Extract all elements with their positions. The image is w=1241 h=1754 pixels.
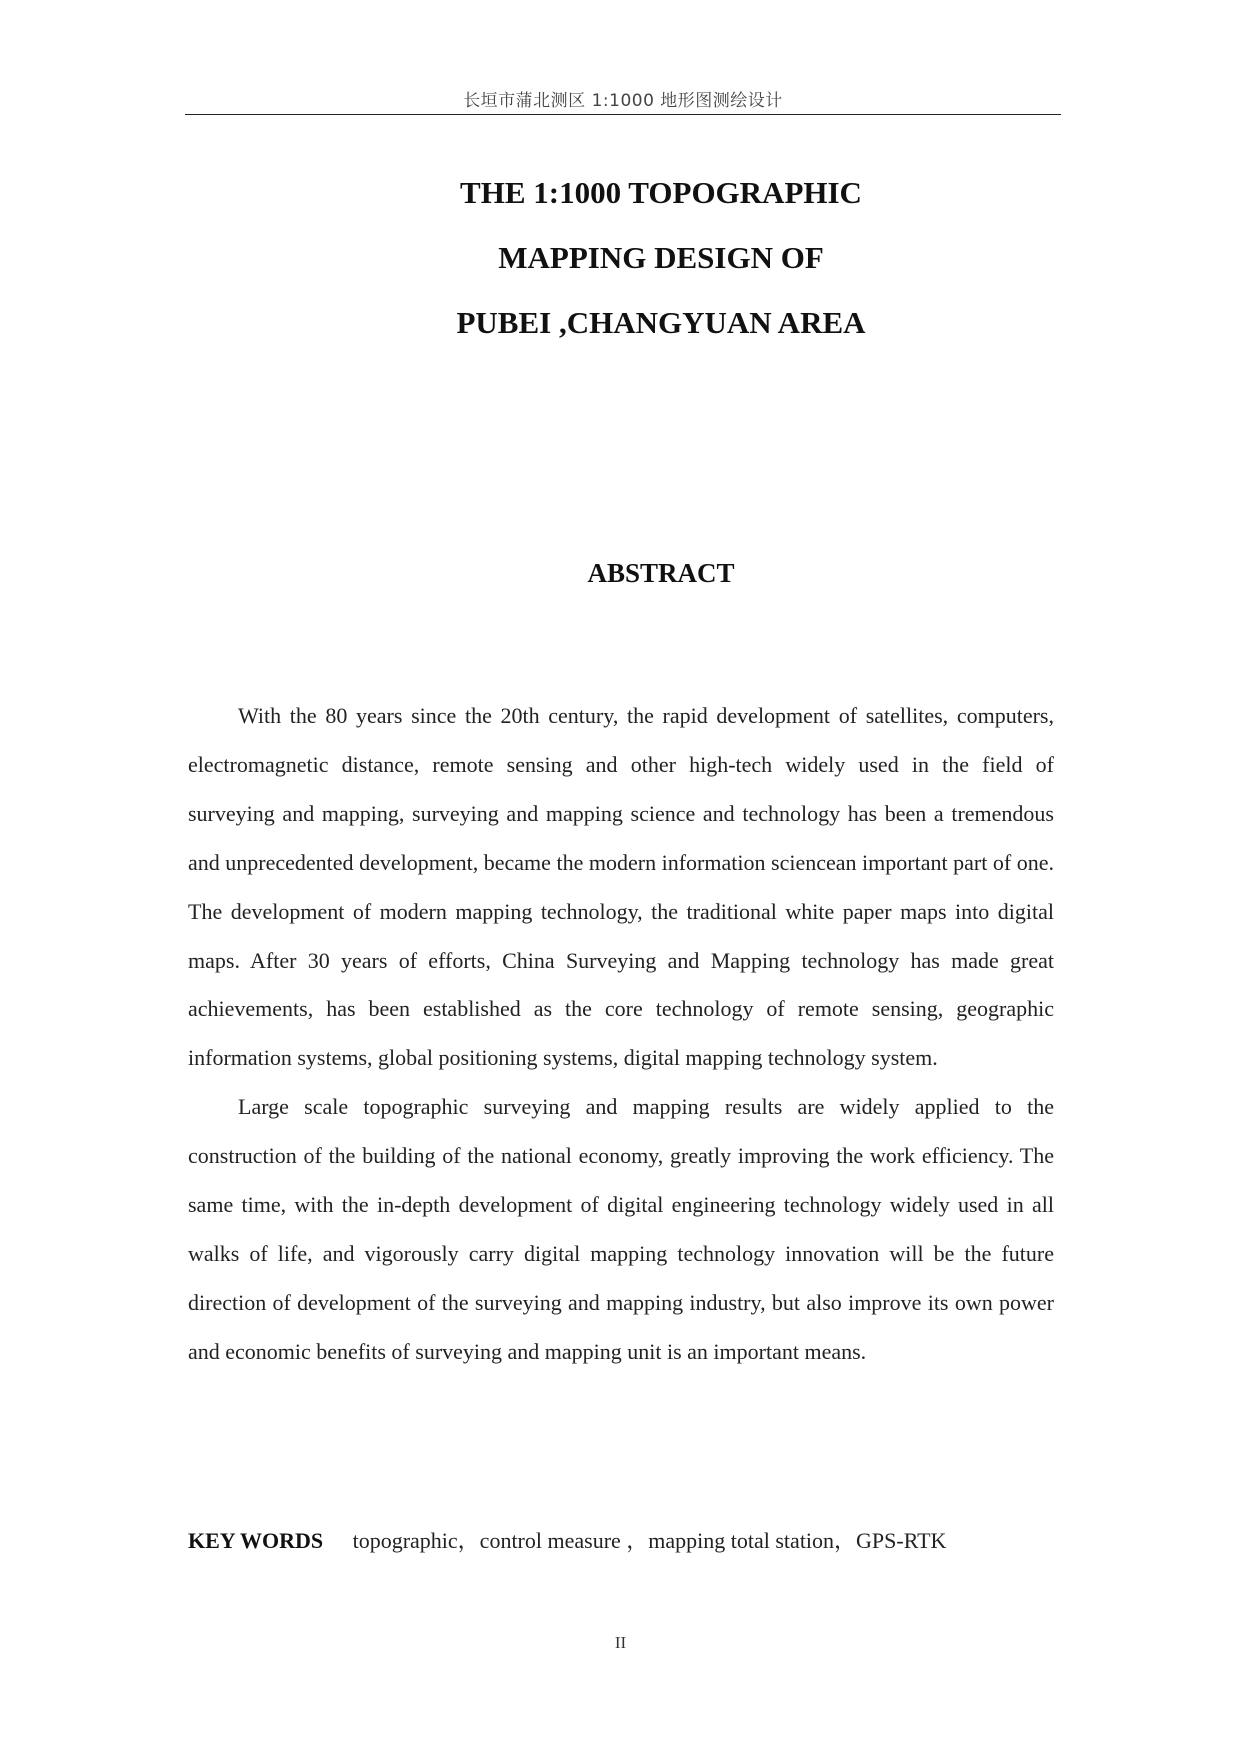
title-block (185, 160, 1137, 355)
running-header: 长垣市蒲北测区 1:1000 地形图测绘设计 (463, 91, 783, 111)
abstract-paragraph-2: Large scale topographic surveying and mapping results are widely applied to the construction of the building of the national economy, greatly improving the work efficiency. The same time, with the in-depth development of digital engineering technology widely used in all walks of life, and vigorously carry digital mapping technology innovation will be the future direction of development of the surveying and mapping industry, but also improve its own power and economic benefits of surveying and mapping unit is an important means. (188, 1094, 1054, 1364)
header-rule (185, 114, 1061, 115)
keywords-label: KEY WORDS (188, 1528, 324, 1553)
title-line-2: MAPPING DESIGN OF (498, 240, 824, 275)
abstract-paragraph-1: With the 80 years since the 20th century, the rapid development of satellites, computers, electromagnetic distance, remote sensing and other high-tech widely used in the field of surveying and mapping, surveying and mapping science and technology has been a tremendous and unprecedented development, became the modern information sciencean important part of one. The development of modern mapping technology, the traditional white paper maps into digital maps. After 30 years of efforts, China Surveying and Mapping technology has made great achievements, has been established as the core technology of remote sensing, geographic information systems, global positioning systems, digital mapping technology system. (188, 703, 1054, 1071)
keywords-text: topographic，control measure ，mapping total station，GPS-RTK (352, 1528, 947, 1553)
abstract-heading: ABSTRACT (587, 558, 735, 588)
title-line-3: PUBEI ,CHANGYUAN AREA (456, 305, 866, 340)
page-number: II (614, 1633, 627, 1652)
abstract-body (188, 692, 1054, 1377)
keywords-line (188, 1524, 1058, 1555)
title-line-1: THE 1:1000 TOPOGRAPHIC (460, 175, 862, 210)
